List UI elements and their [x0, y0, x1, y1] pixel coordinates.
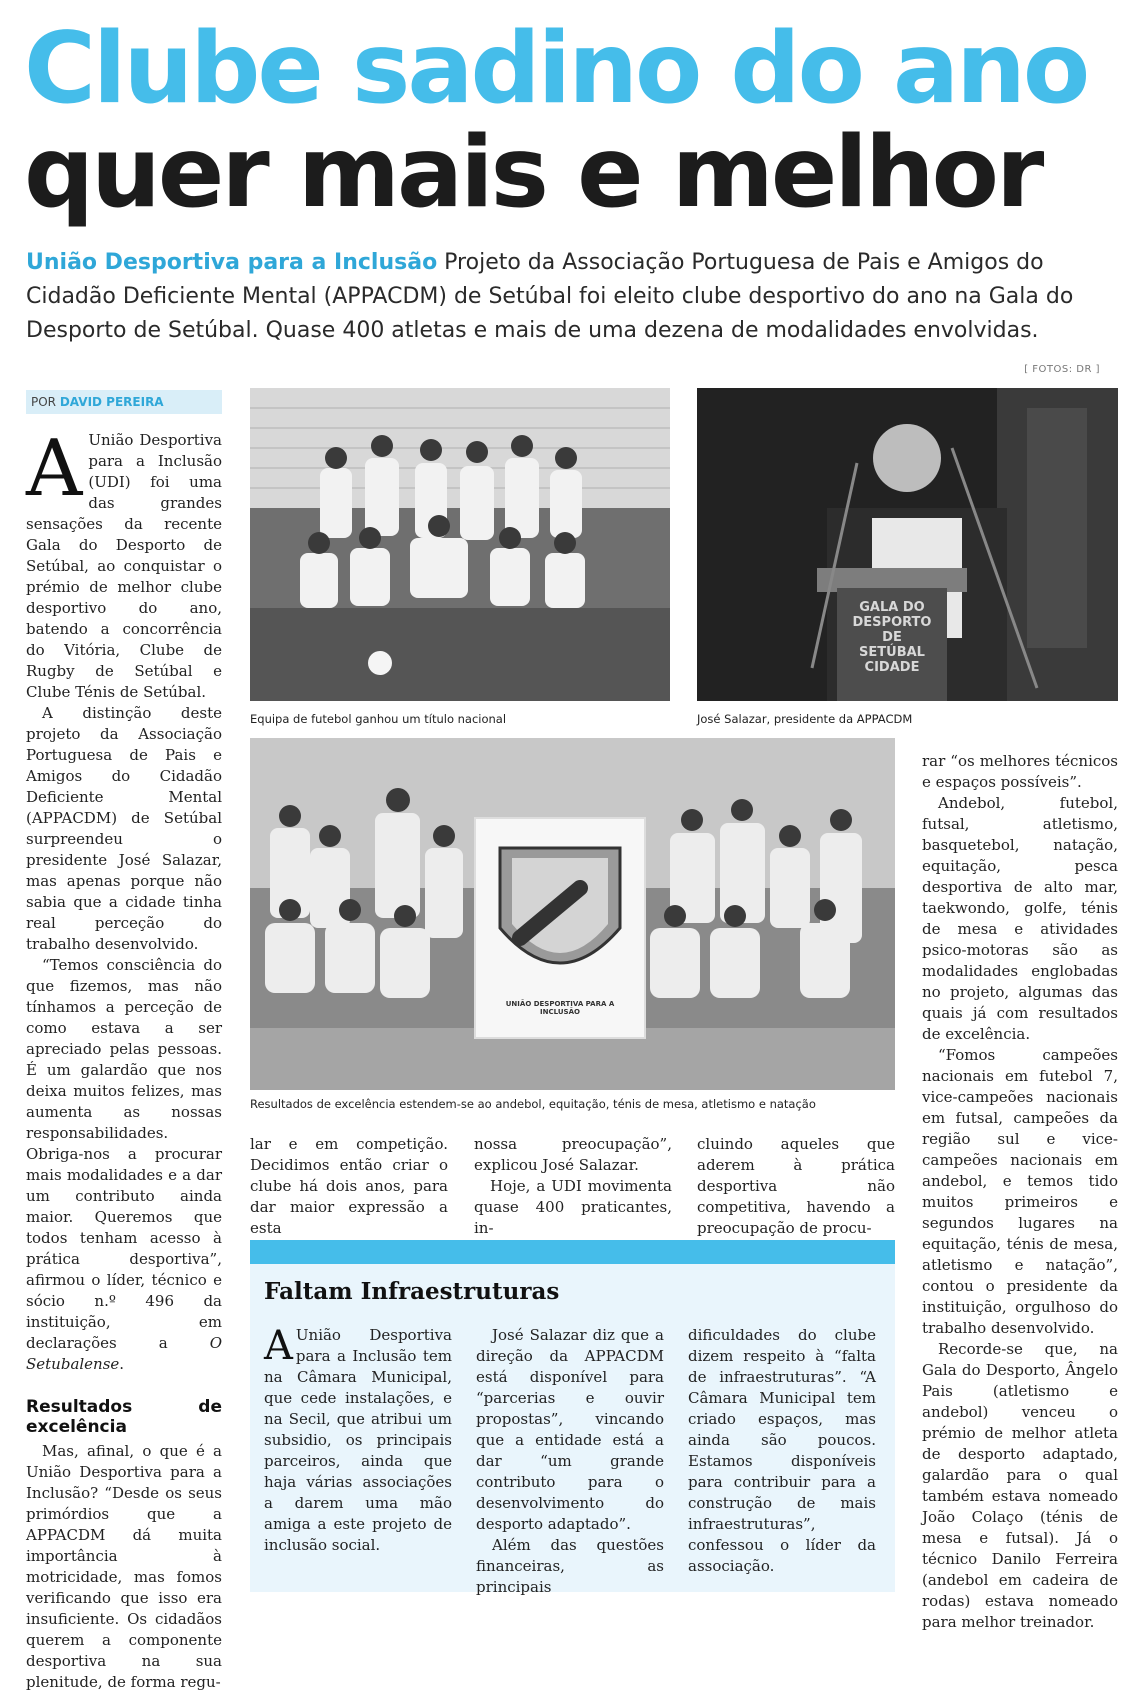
paragraph-text: “Temos consciência do que fizemos, mas não tínhamos a perceção de como estava a ser apreciado pelas pessoas. É um galardão que nos deixa muitos felizes, mas aumenta as nossas responsabilidades. Obriga-nos a procurar mais modalidades e a dar um contributo ainda maior. Queremos que todos tenham acesso à prática desportiva”, afirmou o líder, técnico e sócio n.º 496 da instituição, em declarações a — [26, 956, 222, 1352]
paragraph-text: União Desportiva para a Inclusão tem na Câmara Municipal, que cede instalações, e na Secil, que atribui um subsidio, os principais parceiros, ainda que haja várias associações a darem uma mão amiga a este projeto de inclusão social. — [264, 1326, 452, 1554]
article-paragraph — [26, 424, 222, 703]
article-paragraph: lar e em competição. Decidimos então criar o clube há dois anos, para dar maior expressão a esta — [250, 1135, 448, 1237]
article-column-4 — [697, 1134, 895, 1239]
sidebar-column-2 — [476, 1325, 664, 1598]
subheading: Resultados de excelência — [26, 1397, 222, 1437]
lead-kicker: União Desportiva para a Inclusão — [26, 250, 438, 275]
sidebar-box-title: Faltam Infraestruturas — [264, 1278, 560, 1305]
sidebar-paragraph: dificuldades do clube dizem respeito à “falta de infraestruturas”. “A Câmara Municipal tem criado espaços, mas ainda são poucos. Estamos disponíveis para contribuir para a construção de mais infraestruturas”, confessou o líder da associação. — [688, 1326, 876, 1575]
article-column-1 — [26, 424, 222, 1693]
article-paragraph: nossa preocupação”, explicou José Salazar. — [474, 1135, 672, 1174]
publication-name: O Setubalense — [26, 1334, 222, 1373]
lead-paragraph — [26, 246, 1106, 348]
byline — [26, 390, 222, 414]
article-paragraph: “Fomos campeões nacionais em futebol 7, vice-campeões nacionais em futsal, campeões da região sul e vice-campeões nacionais em andebol, e temos tido muitos primeiros e segundos lugares na equitação, ténis de mesa, atletismo e natação”, contou o presidente da instituição, orgulhoso do trabalho desenvolvido. — [922, 1046, 1118, 1337]
sidebar-box-bar — [250, 1240, 895, 1264]
byline-prefix: POR — [31, 395, 60, 409]
lead-text: Projeto da Associação Portuguesa de Pais e Amigos do Cidadão Deficiente Mental (APPACDM) de Setúbal foi eleito clube desportivo do ano na Gala do Desporto de Setúbal. Quase 400 atletas e mais de uma dezena de modalidades envolvidas. — [26, 250, 1074, 343]
group-photo-logo-text: UNIÃO DESPORTIVA PARA A INCLUSÃO — [505, 1000, 615, 1016]
article-column-2 — [250, 1134, 448, 1239]
sidebar-paragraph: Além das questões financeiras, as principais — [476, 1536, 664, 1596]
group-photo-caption: Resultados de excelência estendem-se ao andebol, equitação, ténis de mesa, atletismo e natação — [250, 1097, 816, 1111]
sidebar-paragraph — [264, 1325, 452, 1556]
article-paragraph: Mas, afinal, o que é a União Desportiva para a Inclusão? “Desde os seus primórdios que a APPACDM dá muita importância à motricidade, mas fomos verificando que isso era insuficiente. Os cidadãos querem a componente desportiva na sua plenitude, de forma regu- — [26, 1442, 222, 1691]
speaker-photo — [697, 388, 1118, 701]
drop-cap: A — [26, 424, 83, 514]
sidebar-paragraph: José Salazar diz que a direção da APPACDM está disponível para “parcerias e ouvir propostas”, vincando que a entidade está a dar “um grande contributo para o desenvolvimento do desporto adaptado”. — [476, 1326, 664, 1533]
article-paragraph: cluindo aqueles que aderem à prática desportiva não competitiva, havendo a preocupação de procu- — [697, 1135, 895, 1237]
article-paragraph: Hoje, a UDI movimenta quase 400 praticantes, in- — [474, 1177, 672, 1237]
drop-cap: A — [264, 1323, 293, 1369]
team-photo — [250, 388, 670, 701]
article-paragraph: Recorde-se que, na Gala do Desporto, Ângelo Pais (atletismo e andebol) venceu o prémio de melhor atleta de desporto adaptado, galardão para o qual também estava nomeado João Colaço (ténis de mesa e futsal). Já o técnico Danilo Ferreira (andebol em cadeira de rodas) estava nomeado para melhor treinador. — [922, 1340, 1118, 1631]
team-photo-caption: Equipa de futebol ganhou um título nacional — [250, 712, 507, 726]
paragraph-text: . — [119, 1355, 125, 1373]
lectern-sign: GALA DO DESPORTO DE SETÚBAL CIDADE — [852, 600, 932, 675]
sidebar-column-3 — [688, 1325, 876, 1577]
sidebar-column-1 — [264, 1325, 452, 1556]
article-column-5 — [922, 751, 1118, 1633]
article-paragraph: Andebol, futebol, futsal, atletismo, basquetebol, natação, equitação, pesca desportiva de alto mar, taekwondo, golfe, ténis de mesa e atividades psico-motoras são as modalidades englobadas no projeto, algumas das quais já com resultados de excelência. — [922, 794, 1118, 1043]
article-paragraph — [26, 955, 222, 1375]
article-paragraph: A distinção deste projeto da Associação Portuguesa de Pais e Amigos do Cidadão Deficiente Mental (APPACDM) de Setúbal surpreendeu o presidente José Salazar, mas apenas porque não sabia que a cidade tinha real perceção do trabalho desenvolvido. — [26, 704, 222, 953]
headline-line2: quer mais e melhor — [24, 116, 1042, 230]
byline-author: DAVID PEREIRA — [59, 395, 164, 409]
group-photo — [250, 738, 895, 1090]
article-paragraph: rar “os melhores técnicos e espaços possíveis”. — [922, 752, 1118, 791]
paragraph-text: União Desportiva para a Inclusão (UDI) foi uma das grandes sensações da recente Gala do Desporto de Setúbal, ao conquistar o prémio de melhor clube desportivo do ano, batendo a concorrência do Vitória, Clube de Rugby de Setúbal e Clube Ténis de Setúbal. — [26, 431, 222, 701]
speaker-photo-caption: José Salazar, presidente da APPACDM — [697, 712, 913, 726]
headline-line1: Clube sadino do ano — [24, 12, 1088, 126]
article-column-3 — [474, 1134, 672, 1239]
photo-credit: [ FOTOS: DR ] — [1024, 364, 1100, 375]
